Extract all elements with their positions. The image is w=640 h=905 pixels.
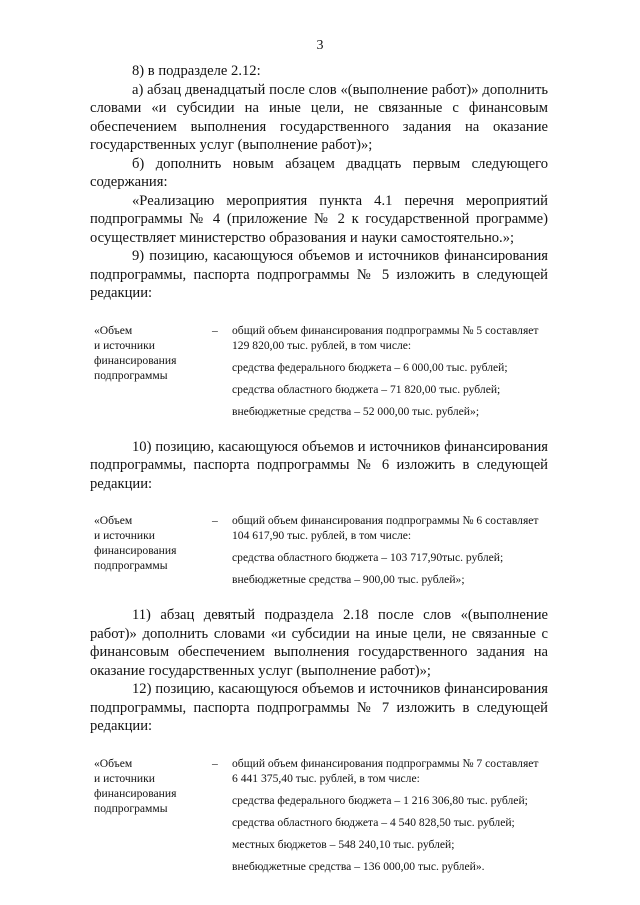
extra-budget: внебюджетные средства – 52 000,00 тыс. рублей»;: [232, 404, 480, 418]
paragraph-11: 11) абзац девятый подраздела 2.18 после слов «(выполнение работ)» дополнить словами «и субсидии на иные цели, не связанные с финансовым обеспечением выполнения государственного задания на оказание государственных услуг (выполнение работ)»;: [90, 607, 548, 679]
document-body: [90, 62, 548, 874]
total-amount: 129 820,00 тыс. рублей, в том числе:: [232, 338, 412, 352]
block-label: «Объем и источники финансирования подпрограммы: [94, 756, 177, 815]
paragraph-8a: а) абзац двенадцатый после слов «(выполнение работ)» дополнить словами «и субсидии на иные цели, не связанные с финансовым обеспечением выполнения государственного задания на оказание государственных услуг (выполнение работ)»;: [90, 81, 548, 153]
total-line: общий объем финансирования подпрограммы № 6 составляет: [232, 514, 539, 527]
total-line: общий объем финансирования подпрограммы № 7 составляет: [232, 756, 539, 770]
paragraph-8b: б) дополнить новым абзацем двадцать первым следующего содержания:: [90, 155, 548, 190]
page-number: 3: [316, 38, 324, 53]
extra-budget: внебюджетные средства – 900,00 тыс. рублей»;: [232, 573, 465, 586]
regional-budget: средства областного бюджета – 71 820,00 тыс. рублей;: [232, 382, 501, 396]
block-label: «Объем и источники финансирования подпрограммы: [94, 514, 177, 572]
paragraph-8b-quote: «Реализацию мероприятия пункта 4.1 перечня мероприятий подпрограммы № 4 (приложение № 2 к государственной программе) осуществляет министерство образования и науки самостоятельно.»;: [90, 192, 548, 246]
total-amount: 6 441 375,40 тыс. рублей, в том числе:: [232, 771, 420, 785]
paragraph-12: 12) позицию, касающуюся объемов и источников финансирования подпрограммы, паспорта подпрограммы № 7 изложить в следующей редакции:: [90, 681, 548, 734]
local-budget: местных бюджетов – 548 240,10 тыс. рублей;: [232, 837, 455, 851]
block-dash: –: [212, 756, 218, 770]
block-values: [232, 513, 548, 587]
block-values: [232, 323, 548, 419]
federal-budget: средства федерального бюджета – 1 216 306,80 тыс. рублей;: [232, 793, 528, 807]
block-dash: –: [212, 323, 218, 337]
federal-budget: средства федерального бюджета – 6 000,00 тыс. рублей;: [232, 360, 508, 374]
block-dash: –: [212, 514, 218, 527]
block-values: [232, 756, 548, 874]
paragraph-9: 9) позицию, касающуюся объемов и источников финансирования подпрограммы, паспорта подпрограммы № 5 изложить в следующей редакции:: [90, 248, 548, 301]
extra-budget: внебюджетные средства – 136 000,00 тыс. рублей».: [232, 859, 485, 873]
funding-block-7: [90, 756, 548, 874]
funding-block-6: [90, 513, 548, 587]
total-amount: 104 617,90 тыс. рублей, в том числе:: [232, 529, 412, 542]
funding-block-5: [90, 323, 548, 419]
paragraph-10: 10) позицию, касающуюся объемов и источников финансирования подпрограммы, паспорта подпрограммы № 6 изложить в следующей редакции:: [90, 438, 548, 492]
regional-budget: средства областного бюджета – 103 717,90тыс. рублей;: [232, 551, 504, 564]
paragraph-8: 8) в подразделе 2.12:: [132, 63, 261, 79]
regional-budget: средства областного бюджета – 4 540 828,50 тыс. рублей;: [232, 815, 515, 829]
total-line: общий объем финансирования подпрограммы № 5 составляет: [232, 323, 539, 337]
block-label: «Объем и источники финансирования подпрограммы: [94, 323, 177, 382]
